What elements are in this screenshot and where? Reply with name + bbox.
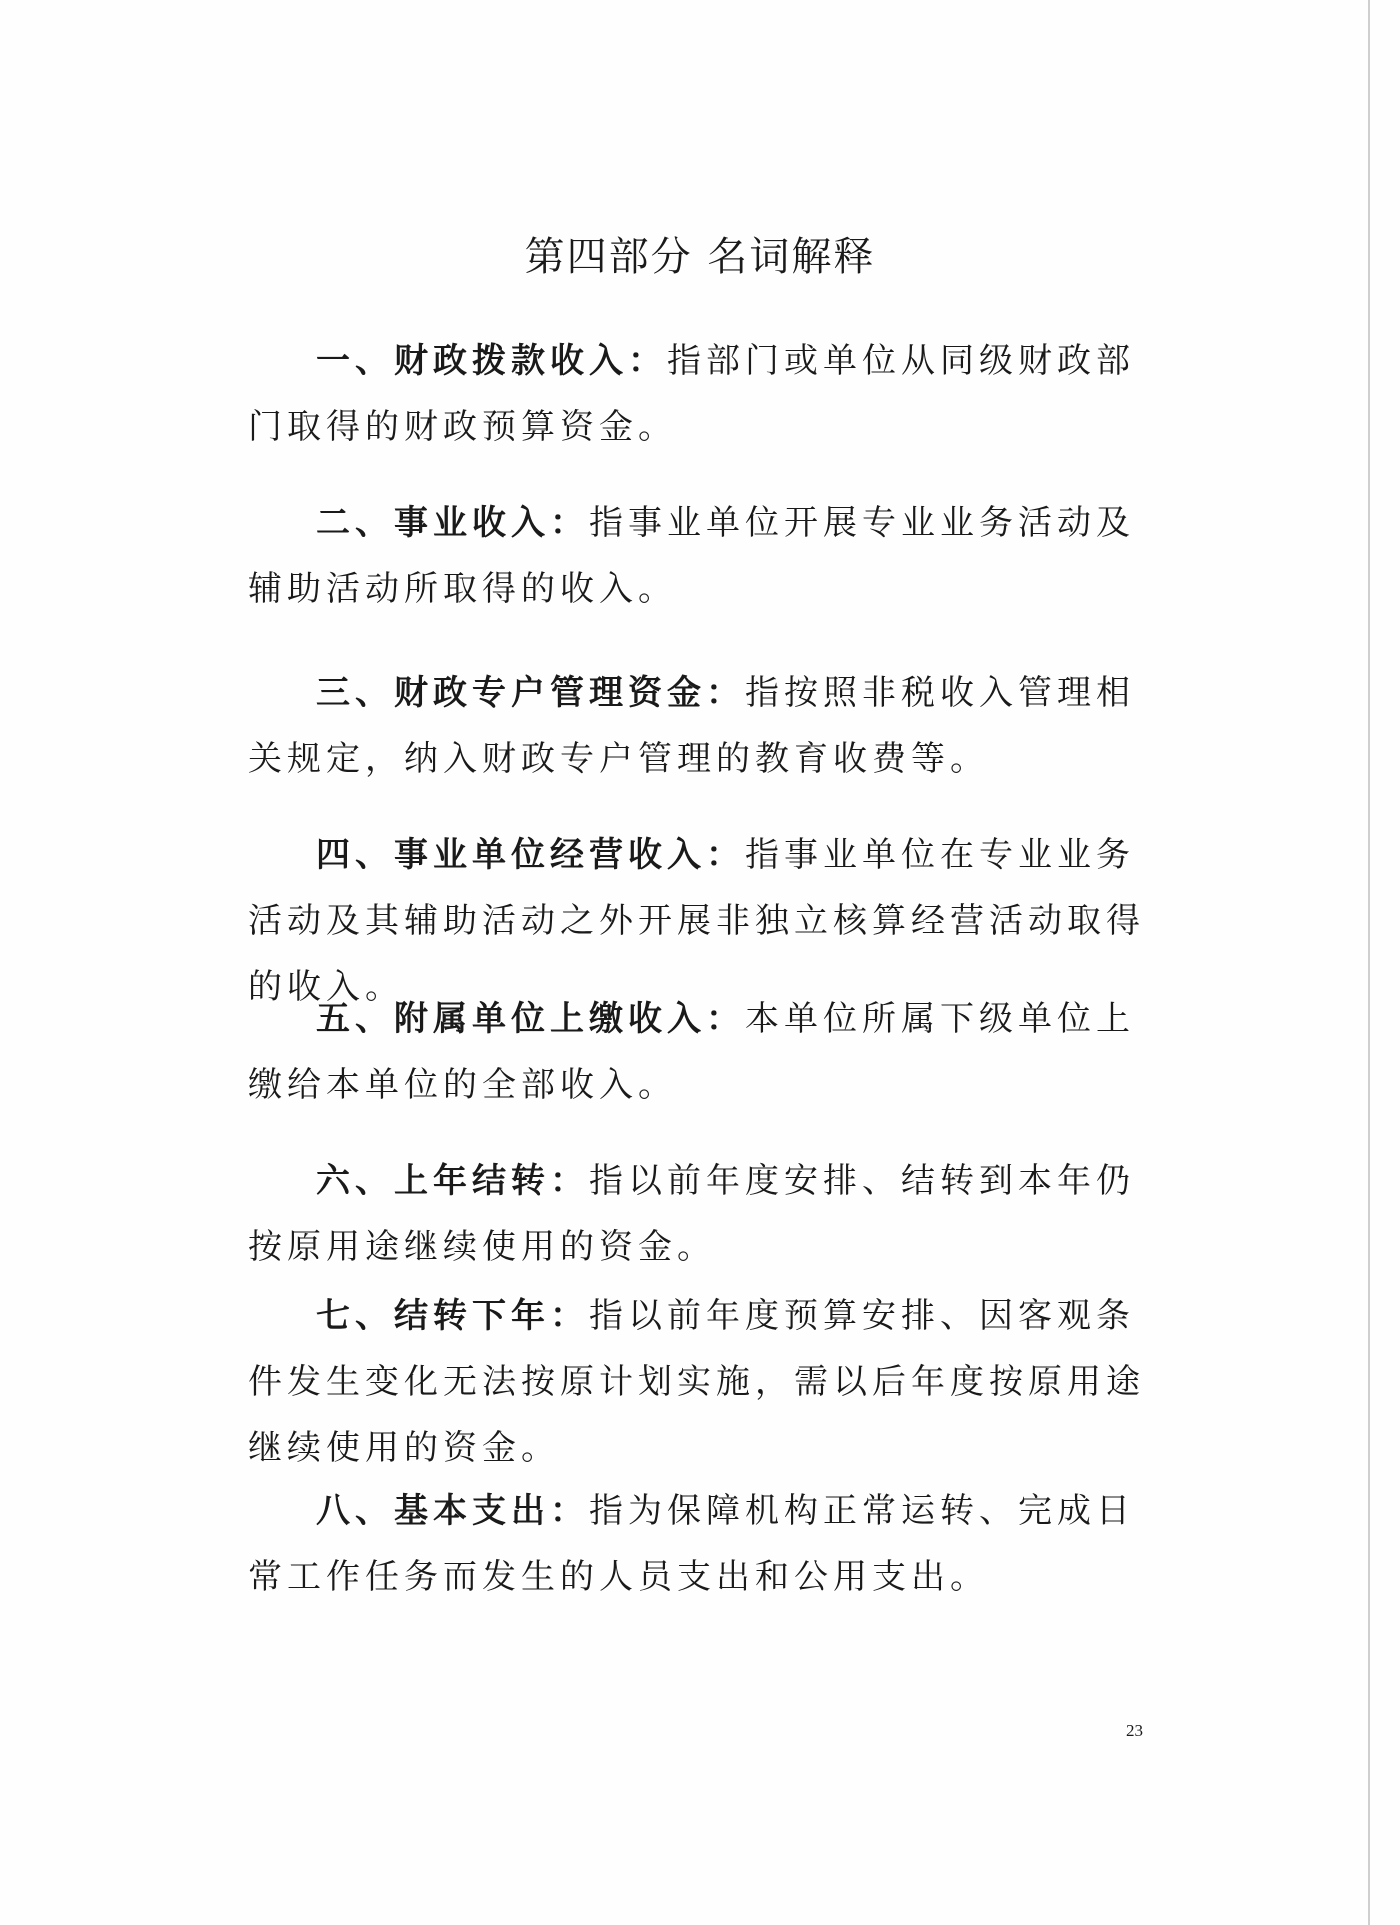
- term-item: [248, 986, 1168, 1118]
- term-label: 七、结转下年：: [316, 1296, 589, 1336]
- scan-edge-divider: [1368, 0, 1370, 1925]
- term-item: [248, 328, 1168, 460]
- term-label: 八、基本支出：: [316, 1491, 589, 1531]
- term-definition: 指部门或单位从同级财政部门取得的财政预算资金。: [248, 341, 1135, 447]
- term-item: [248, 1283, 1168, 1481]
- term-definition: 指为保障机构正常运转、完成日常工作任务而发生的人员支出和公用支出。: [248, 1491, 1135, 1597]
- page-title: 第四部分 名词解释: [524, 233, 876, 280]
- term-label: 五、附属单位上缴收入：: [316, 999, 745, 1039]
- term-label: 四、事业单位经营收入：: [316, 835, 745, 875]
- term-label: 三、财政专户管理资金：: [316, 673, 745, 713]
- term-definition: 指以前年度预算安排、因客观条件发生变化无法按原计划实施，需以后年度按原用途继续使用的资金。: [248, 1296, 1145, 1468]
- term-item: [248, 490, 1168, 622]
- term-definition: 指按照非税收入管理相关规定，纳入财政专户管理的教育收费等。: [248, 673, 1135, 779]
- page-number: 23: [1126, 1721, 1143, 1740]
- term-definition: 指以前年度安排、结转到本年仍按原用途继续使用的资金。: [248, 1161, 1135, 1267]
- term-item: [248, 1478, 1168, 1610]
- term-item: [248, 1148, 1168, 1280]
- term-label: 六、上年结转：: [316, 1161, 589, 1201]
- term-label: 一、财政拨款收入：: [316, 341, 667, 381]
- term-definition: 指事业单位开展专业业务活动及辅助活动所取得的收入。: [248, 503, 1135, 609]
- term-item: [248, 660, 1168, 792]
- term-label: 二、事业收入：: [316, 503, 589, 543]
- term-definition: 指事业单位在专业业务活动及其辅助活动之外开展非独立核算经营活动取得的收入。: [248, 835, 1145, 1007]
- term-definition: 本单位所属下级单位上缴给本单位的全部收入。: [248, 999, 1135, 1105]
